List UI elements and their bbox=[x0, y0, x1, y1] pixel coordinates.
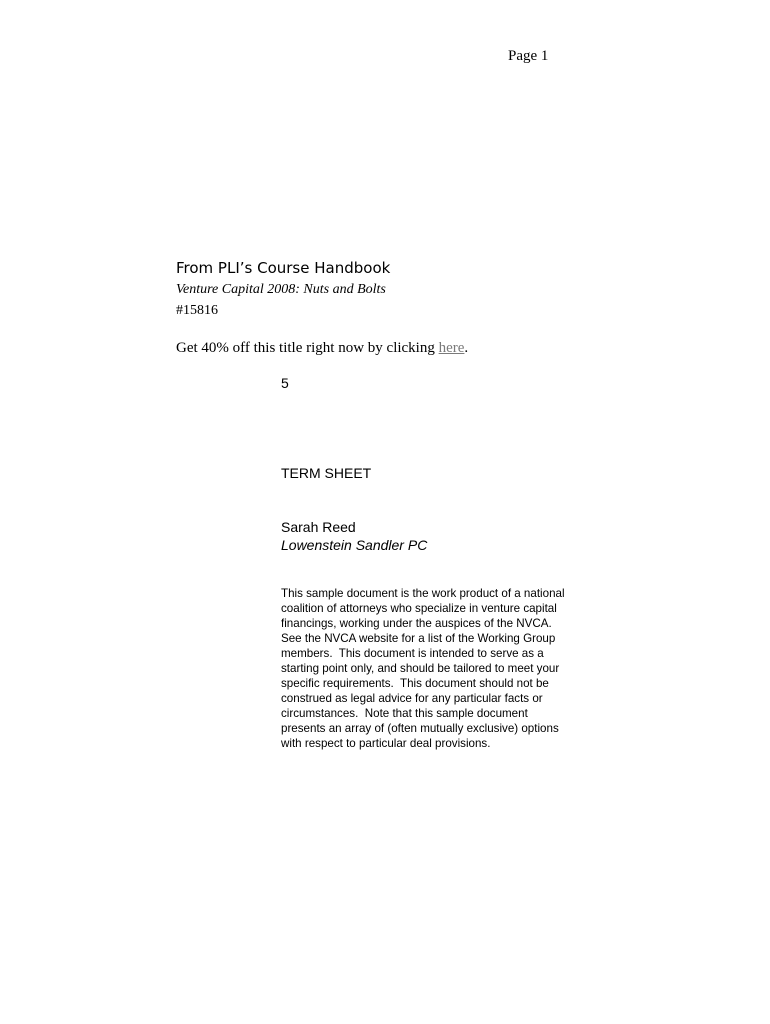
disclaimer-line: This sample document is the work product of a national bbox=[281, 587, 565, 600]
offer-line bbox=[176, 338, 468, 358]
disclaimer-line: specific requirements. This document should not be bbox=[281, 677, 549, 690]
handbook-heading: From PLI’s Course Handbook bbox=[176, 259, 391, 277]
offer-link[interactable]: here bbox=[438, 340, 465, 356]
author-name: Sarah Reed bbox=[281, 519, 356, 535]
disclaimer-line: financings, working under the auspices of the NVCA. bbox=[281, 617, 552, 630]
disclaimer-line: coalition of attorneys who specialize in venture capital bbox=[281, 602, 557, 615]
page-number: Page 1 bbox=[508, 48, 549, 64]
disclaimer-line: See the NVCA website for a list of the Working Group bbox=[281, 632, 556, 645]
disclaimer-line: circumstances. Note that this sample document bbox=[281, 707, 528, 720]
disclaimer-line: construed as legal advice for any particular facts or bbox=[281, 692, 543, 705]
handbook-number: #15816 bbox=[176, 303, 218, 318]
disclaimer-text bbox=[281, 586, 599, 751]
handbook-title: Venture Capital 2008: Nuts and Bolts bbox=[176, 282, 386, 297]
offer-trailing: . bbox=[464, 340, 469, 356]
author-firm: Lowenstein Sandler PC bbox=[281, 537, 428, 553]
chapter-content bbox=[281, 374, 601, 751]
disclaimer-line: starting point only, and should be tailored to meet your bbox=[281, 662, 560, 675]
disclaimer-line: members. This document is intended to serve as a bbox=[281, 647, 544, 660]
disclaimer-line: presents an array of (often mutually exclusive) options bbox=[281, 722, 559, 735]
disclaimer-line: with respect to particular deal provisions. bbox=[281, 737, 491, 750]
chapter-number: 5 bbox=[281, 375, 289, 391]
document-title: TERM SHEET bbox=[281, 465, 372, 481]
offer-text: Get 40% off this title right now by clicking bbox=[176, 340, 439, 356]
handbook-info bbox=[176, 258, 616, 320]
